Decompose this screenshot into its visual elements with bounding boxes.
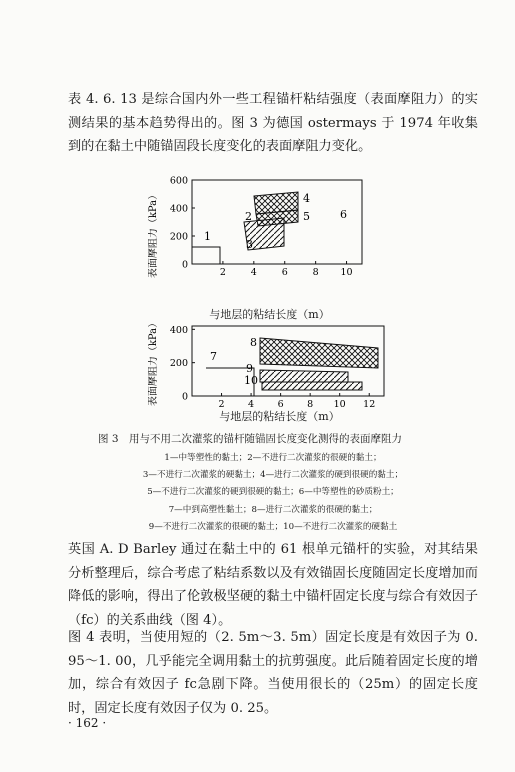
region-10-hatch [262, 382, 362, 390]
x-tick-label: 4 [248, 399, 255, 410]
y-tick-label: 400 [169, 324, 188, 336]
region-label-4: 4 [303, 192, 310, 205]
region-label-5: 5 [303, 210, 310, 223]
region-label-3: 3 [246, 238, 253, 251]
region-8-crosshatch [260, 338, 378, 368]
paragraph-barley: 英国 A. D Barley 通过在黏土中的 61 根单元锚杆的实验，对其结果分析整理后，综合考虑了粘结系数以及有效锚固长度随固定长度增加而降低的影响，得出了伦敦极坚硬的黏土中锚杆固定长度与综合有效因子（fc）的关系曲线（图 4）。 [68, 542, 478, 628]
chart-bottom [148, 312, 388, 422]
chart1-regions [192, 192, 298, 264]
chart-top [148, 168, 388, 303]
x-tick-label: 10 [340, 267, 353, 278]
chart2-region-labels [210, 336, 258, 387]
paragraph-intro: 表 4. 6. 13 是综合国内外一些工程锚杆粘结强度（表面摩阻力）的实测结果的基本趋势得出的。图 3 为德国 ostermays 于 1974 年收集到的在黏土中随锚固段长度变化的表面摩阻力变化。 [68, 92, 478, 154]
legend-line: 5—不进行二次灌浆的硬到很硬的黏土；6—中等塑性的砂质粉土； [147, 487, 399, 498]
y-tick-label: 0 [181, 391, 188, 403]
x-tick-label: 2 [218, 399, 225, 410]
region-9-hatch [260, 370, 348, 382]
region-label-2: 2 [245, 210, 252, 223]
y-tick-label: 400 [169, 203, 188, 215]
x-tick-label: 8 [307, 399, 314, 410]
region-label-9: 9 [246, 362, 253, 375]
x-tick-label: 10 [333, 399, 346, 410]
x-tick-label: 12 [363, 399, 376, 410]
region-1 [192, 247, 220, 264]
chart1-ylabel: 表面摩阻力（kPa） [148, 189, 159, 279]
legend-line: 9—不进行二次灌浆的很硬的黏土；10—不进行二次灌浆的硬黏土 [148, 521, 398, 532]
legend-line: 7—中到高塑性黏土；8—进行二次灌浆的很硬的黏土； [168, 504, 378, 515]
x-tick-label: 6 [277, 399, 284, 410]
region-label-7: 7 [210, 350, 217, 363]
y-tick-label: 0 [181, 259, 188, 271]
y-tick-label: 200 [169, 231, 188, 243]
figure-caption [68, 432, 468, 449]
region-label-10: 10 [244, 374, 258, 387]
figure-legend [68, 450, 478, 536]
region-label-1: 1 [204, 230, 211, 243]
region-label-6: 6 [340, 208, 347, 221]
x-tick-label: 4 [250, 267, 257, 278]
figure-caption-title: 图 3 用与不用二次灌浆的锚杆随锚固长度变化测得的表面摩阻力 [98, 433, 403, 445]
y-tick-label: 600 [169, 175, 188, 187]
page-number: · 162 · [68, 716, 107, 730]
x-tick-label: 8 [312, 267, 319, 278]
legend-line: 3—不进行二次灌浆的硬黏土；4—进行二次灌浆的硬到很硬的黏土； [142, 470, 404, 481]
chart2-xlabel: 与地层的粘结长度（m） [219, 410, 340, 423]
chart2-ylabel: 表面摩阻力（kPa） [148, 317, 159, 407]
x-tick-label: 2 [219, 267, 226, 278]
legend-line: 1—中等塑性的黏土；2—不进行二次灌浆的很硬的黏土； [164, 453, 382, 463]
x-tick-label: 6 [281, 267, 288, 278]
chart1-xlabel: 与地层的粘结长度（m） [209, 308, 330, 321]
chart2-regions [206, 338, 378, 396]
region-label-8: 8 [250, 336, 257, 349]
y-tick-label: 200 [169, 358, 188, 370]
paragraph-figure4: 图 4 表明，当使用短的（2. 5m～3. 5m）固定长度是有效因子为 0. 95～1. 00，几乎能完全调用黏土的抗剪强度。此后随着固定长度的增加，综合有效因子 fc急剧下降。当使用很长的（25m）的固定长度时，固定长度有效因子仅为 0. 25。 [68, 630, 478, 716]
